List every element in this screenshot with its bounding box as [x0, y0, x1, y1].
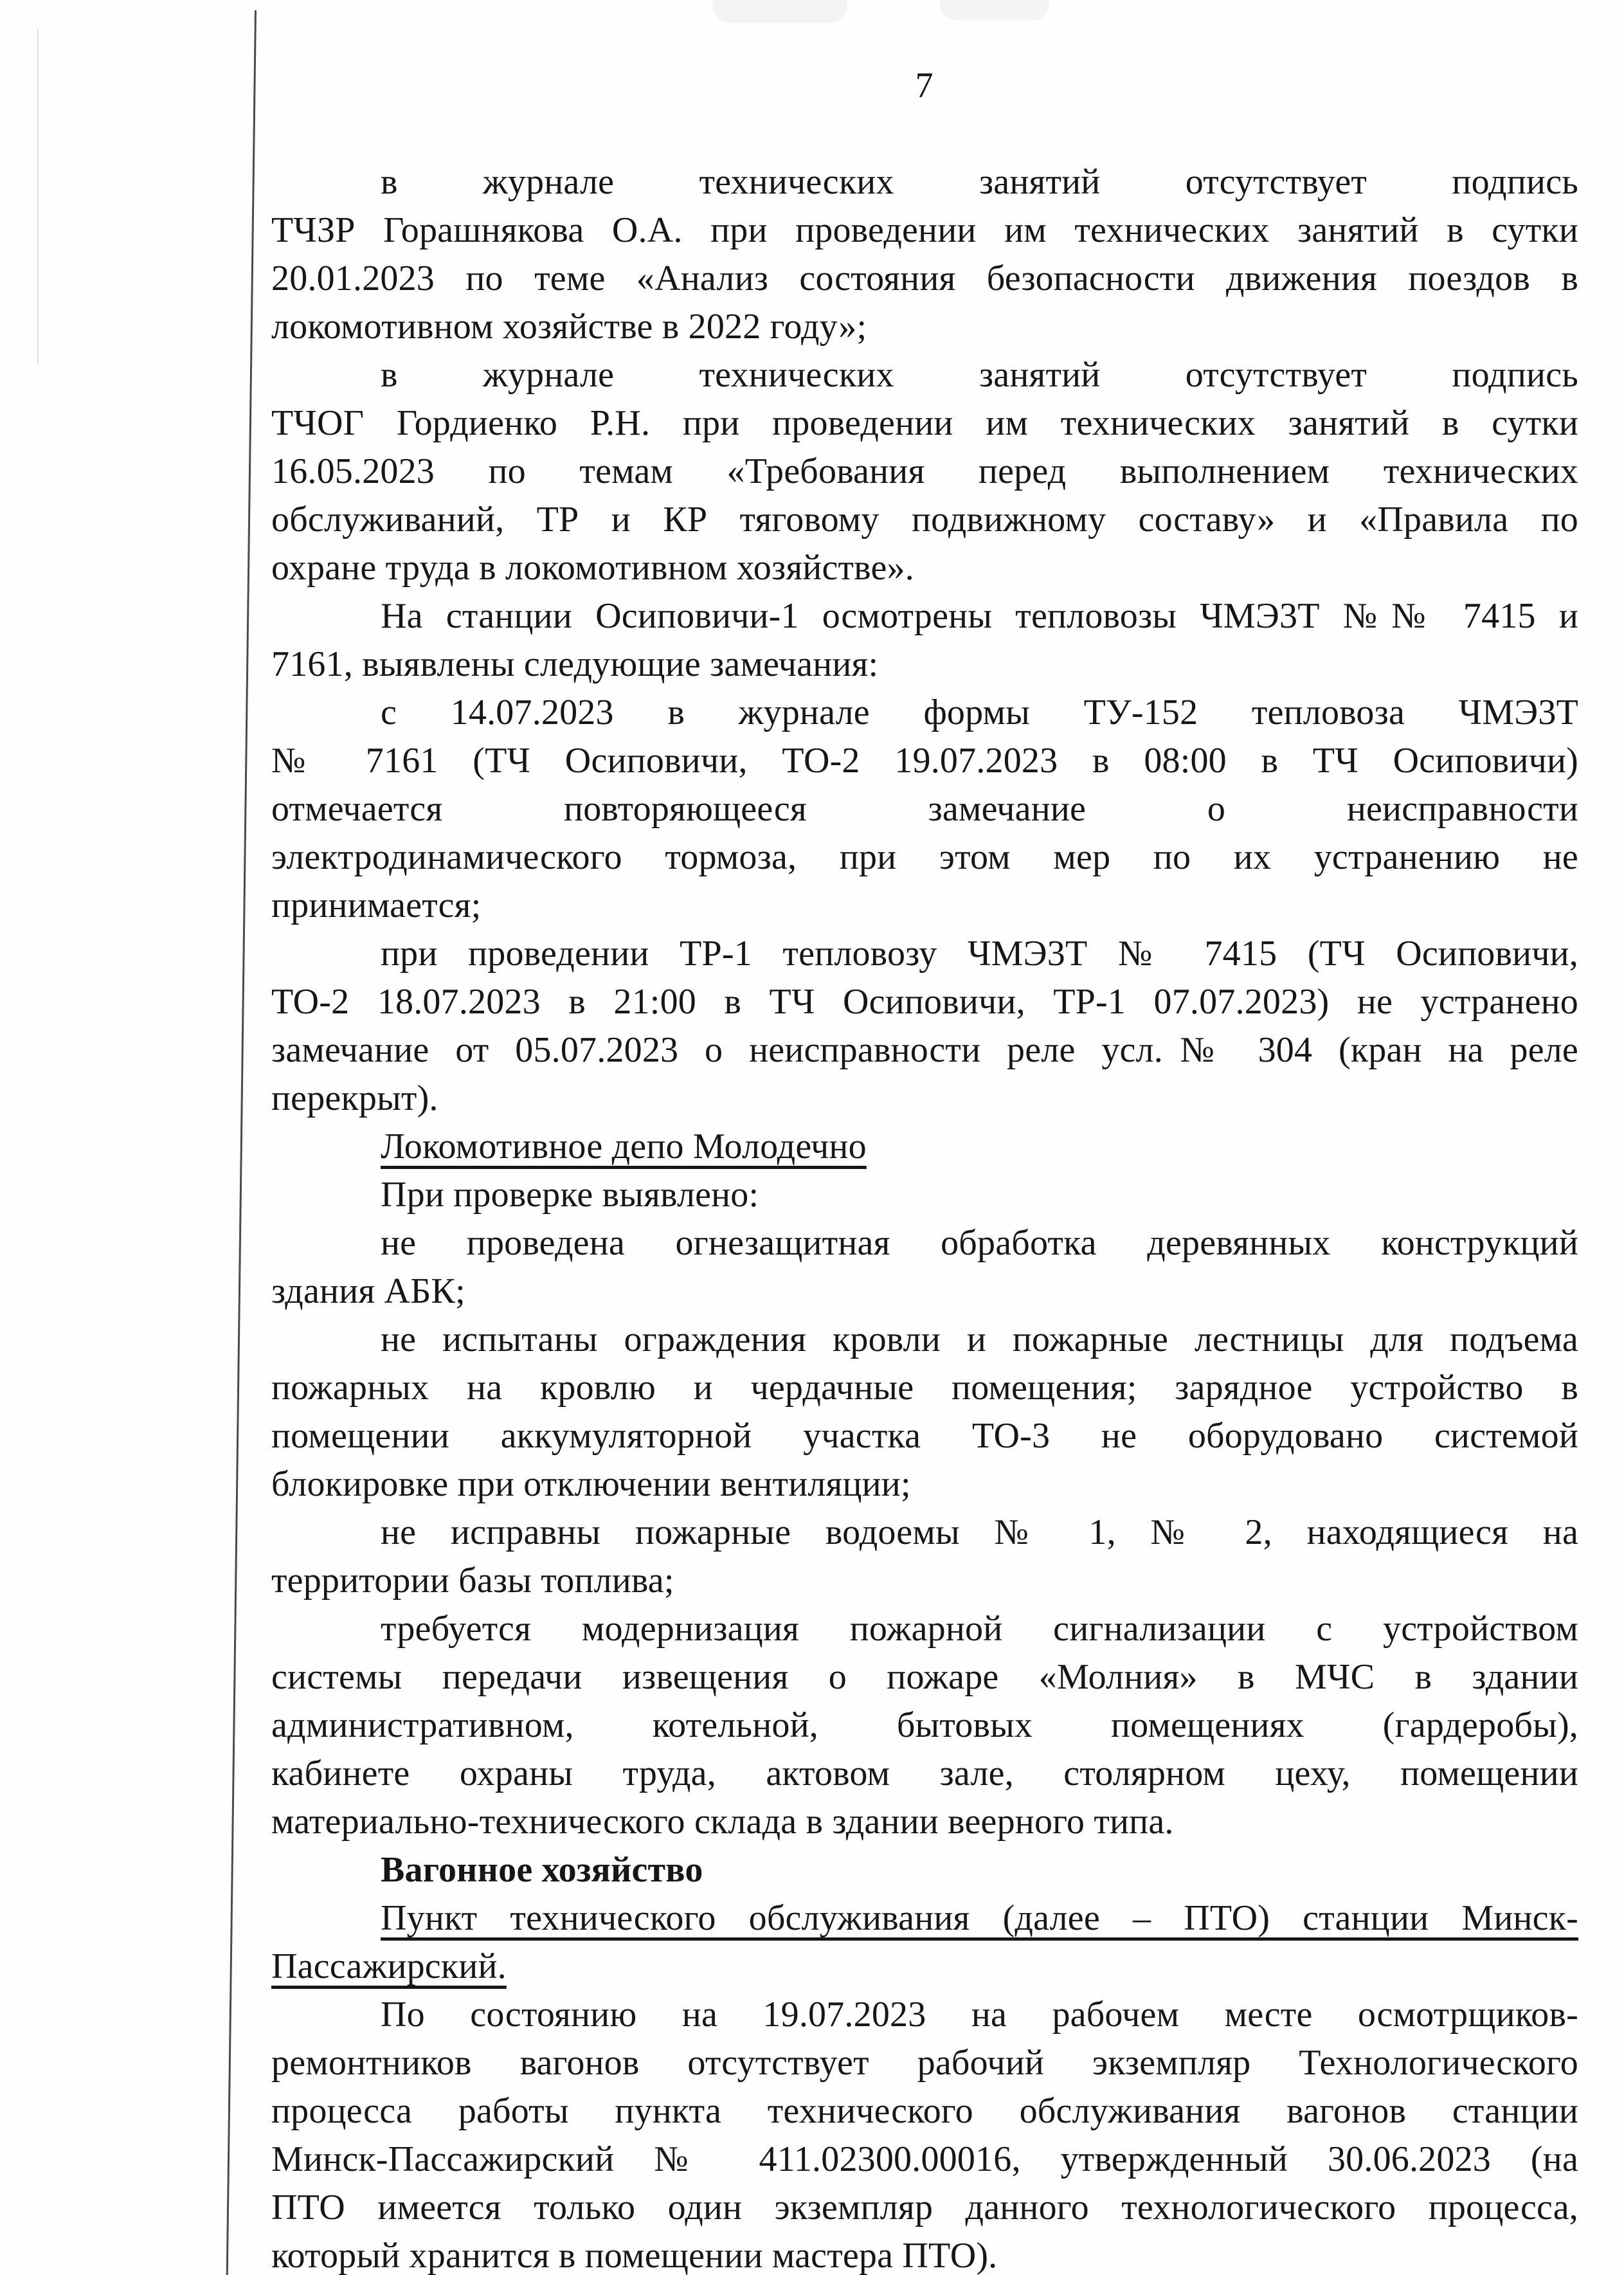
text-line: Вагонное хозяйство — [381, 1850, 703, 1890]
paragraph — [271, 1509, 1578, 1605]
paragraph — [271, 1991, 1578, 2275]
scan-smudge — [712, 0, 847, 23]
text-line: территории базы топлива; — [271, 1561, 674, 1600]
text-line: По состоянию на 19.07.2023 на рабочем месте осмотрщиков- — [381, 1995, 1578, 2035]
text-line: На станции Осиповичи-1 осмотрены тепловозы ЧМЭ3Т №№ 7415 и — [381, 596, 1578, 636]
text-line: помещении аккумуляторной участка ТО-3 не оборудовано системой — [271, 1416, 1578, 1456]
text-line: обслуживаний, ТР и КР тяговому подвижному составу» и «Правила по — [271, 500, 1578, 539]
text-line: ТО-2 18.07.2023 в 21:00 в ТЧ Осиповичи, ТР-1 07.07.2023) не устранено — [271, 982, 1578, 1022]
text-line: не проведена огнезащитная обработка деревянных конструкций — [381, 1223, 1578, 1263]
document-body — [271, 158, 1578, 2275]
paragraph — [271, 592, 1578, 689]
paragraph — [271, 930, 1578, 1123]
text-line: № 7161 (ТЧ Осиповичи, ТО-2 19.07.2023 в 08:00 в ТЧ Осиповичи) — [271, 741, 1578, 781]
text-line: кабинете охраны труда, актовом зале, столярном цеху, помещении — [271, 1754, 1578, 1793]
paragraph — [271, 1123, 1578, 1171]
paragraph — [271, 1219, 1578, 1316]
paragraph — [271, 158, 1578, 351]
text-line: При проверке выявлено: — [381, 1175, 759, 1215]
text-line: Пункт технического обслуживания (далее – ПТО) станции Минск- — [381, 1898, 1578, 1938]
text-line: процесса работы пункта технического обслуживания вагонов станции — [271, 2091, 1578, 2131]
text-line: охране труда в локомотивном хозяйстве». — [271, 548, 914, 588]
text-line: электродинамического тормоза, при этом мер по их устранению не — [271, 837, 1578, 877]
text-line: не исправны пожарные водоемы № 1, № 2, находящиеся на — [381, 1512, 1578, 1552]
paragraph — [271, 1171, 1578, 1219]
left-margin-line — [226, 10, 257, 2275]
text-line: при проведении ТР-1 тепловозу ЧМЭ3Т № 7415 (ТЧ Осиповичи, — [381, 934, 1578, 974]
scan-smudge — [940, 0, 1049, 21]
text-line: Минск-Пассажирский № 411.02300.00016, утвержденный 30.06.2023 (на — [271, 2139, 1578, 2179]
text-line: ремонтников вагонов отсутствует рабочий экземпляр Технологического — [271, 2043, 1578, 2083]
text-line: локомотивном хозяйстве в 2022 году»; — [271, 307, 867, 347]
text-line: перекрыт). — [271, 1078, 438, 1118]
text-line: не испытаны ограждения кровли и пожарные лестницы для подъема — [381, 1319, 1578, 1359]
page-number: 7 — [915, 66, 934, 105]
text-line: Пассажирский. — [271, 1946, 507, 1986]
text-line: ПТО имеется только один экземпляр данного технологического процесса, — [271, 2188, 1578, 2227]
text-line: с 14.07.2023 в журнале формы ТУ-152 тепловоза ЧМЭ3Т — [381, 693, 1578, 732]
text-line: отмечается повторяющееся замечание о неисправности — [271, 789, 1578, 829]
text-line: ТЧЗР Горашнякова О.А. при проведении им технических занятий в сутки — [271, 210, 1578, 250]
text-line: 16.05.2023 по темам «Требования перед выполнением технических — [271, 451, 1578, 491]
text-line: материально-технического склада в здании веерного типа. — [271, 1802, 1174, 1842]
text-line: принимается; — [271, 885, 482, 925]
text-line: здания АБК; — [271, 1271, 465, 1311]
text-line: в журнале технических занятий отсутствует подпись — [381, 162, 1578, 202]
text-line: системы передачи извещения о пожаре «Молния» в МЧС в здании — [271, 1657, 1578, 1697]
paragraph — [271, 689, 1578, 930]
text-line: 20.01.2023 по теме «Анализ состояния безопасности движения поездов в — [271, 258, 1578, 298]
text-line: пожарных на кровлю и чердачные помещения; зарядное устройство в — [271, 1368, 1578, 1408]
paragraph — [271, 351, 1578, 592]
text-line: в журнале технических занятий отсутствует подпись — [381, 355, 1578, 395]
text-line: ТЧОГ Гордиенко Р.Н. при проведении им технических занятий в сутки — [271, 403, 1578, 443]
text-line: Локомотивное депо Молодечно — [381, 1127, 867, 1166]
text-line: административном, котельной, бытовых помещениях (гардеробы), — [271, 1705, 1578, 1745]
paragraph — [271, 1894, 1578, 1991]
paragraph — [271, 1605, 1578, 1846]
paper-edge-shadow — [37, 30, 39, 364]
text-line: который хранится в помещении мастера ПТО). — [271, 2236, 998, 2275]
text-line: замечание от 05.07.2023 о неисправности реле усл.№ 304 (кран на реле — [271, 1030, 1578, 1070]
text-line: 7161, выявлены следующие замечания: — [271, 644, 879, 684]
text-line: блокировке при отключении вентиляции; — [271, 1464, 911, 1504]
paragraph — [271, 1846, 1578, 1894]
text-line: требуется модернизация пожарной сигнализации с устройством — [381, 1609, 1578, 1649]
paragraph — [271, 1316, 1578, 1509]
